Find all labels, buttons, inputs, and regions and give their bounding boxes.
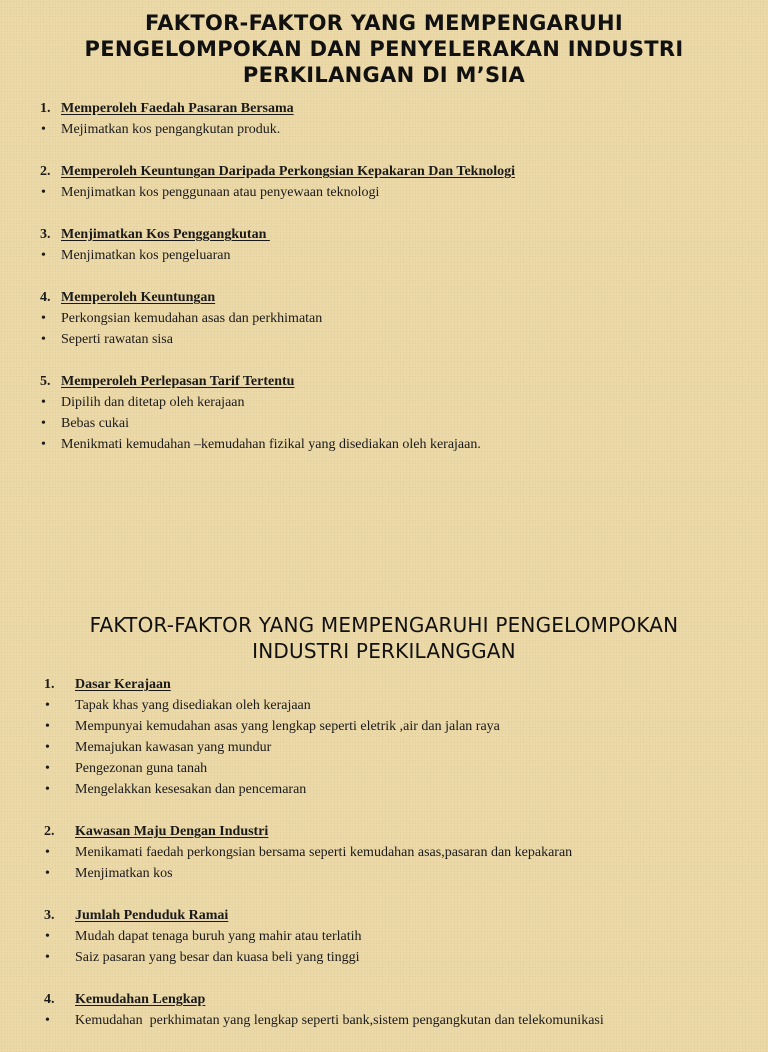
bullet-text: Mengelakkan kesesakan dan pencemaran <box>75 782 307 797</box>
bullet-icon: • <box>45 929 50 944</box>
section-heading: Memperoleh Keuntungan <box>61 290 216 305</box>
list-item <box>44 737 744 758</box>
section-number: 3. <box>40 227 51 242</box>
bullet-text: Saiz pasaran yang besar dan kuasa beli yang tinggi <box>75 950 360 965</box>
list-item <box>40 119 740 140</box>
factor-section-5 <box>40 371 740 455</box>
bullet-icon: • <box>41 332 46 347</box>
bullet-icon: • <box>41 122 46 137</box>
bullet-text: Menjimatkan kos penggunaan atau penyewaan teknologi <box>61 185 380 200</box>
bullet-icon: • <box>41 416 46 431</box>
bullet-text: Memajukan kawasan yang mundur <box>75 740 272 755</box>
bullet-text: Mempunyai kemudahan asas yang lengkap seperti eletrik ,air dan jalan raya <box>75 719 500 734</box>
slide-2 <box>0 600 768 1028</box>
bullet-text: Mejimatkan kos pengangkutan produk. <box>61 122 281 137</box>
bullet-icon: • <box>45 719 50 734</box>
list-item <box>44 926 744 947</box>
factor-section-4 <box>40 287 740 350</box>
factor-section-2 <box>40 161 740 203</box>
list-item <box>40 308 740 329</box>
bullet-text: Menjimatkan kos <box>75 866 173 881</box>
section-heading: Dasar Kerajaan <box>75 677 171 692</box>
section-number: 1. <box>44 677 55 692</box>
bullet-icon: • <box>41 248 46 263</box>
factor-section-3 <box>40 224 740 266</box>
list-item <box>44 842 744 863</box>
section-number: 4. <box>40 290 51 305</box>
factor-section-1 <box>44 674 744 800</box>
bullet-text: Pengezonan guna tanah <box>75 761 208 776</box>
bullet-text: Kemudahan perkhimatan yang lengkap seperti bank,sistem pengangkutan dan telekomunikasi <box>75 1013 604 1028</box>
section-number: 5. <box>40 374 51 389</box>
bullet-icon: • <box>41 311 46 326</box>
list-item <box>44 863 744 884</box>
list-item <box>40 413 740 434</box>
factor-section-4 <box>44 989 744 1031</box>
list-item <box>44 947 744 968</box>
bullet-icon: • <box>45 740 50 755</box>
section-heading: Kawasan Maju Dengan Industri <box>75 824 269 839</box>
bullet-icon: • <box>41 185 46 200</box>
section-number: 2. <box>44 824 55 839</box>
list-item <box>40 434 740 455</box>
factor-section-2 <box>44 821 744 884</box>
list-item <box>44 758 744 779</box>
section-number: 4. <box>44 992 55 1007</box>
bullet-icon: • <box>45 782 50 797</box>
slide-1-list <box>40 98 740 476</box>
bullet-text: Tapak khas yang disediakan oleh kerajaan <box>75 698 311 713</box>
bullet-icon: • <box>45 1013 50 1028</box>
title-line: FAKTOR-FAKTOR YANG MEMPENGARUHI PENGELOMPOKAN <box>89 613 679 637</box>
title-line: INDUSTRI PERKILANGGAN <box>252 639 516 663</box>
list-item <box>40 329 740 350</box>
bullet-icon: • <box>45 698 50 713</box>
bullet-text: Perkongsian kemudahan asas dan perkhimatan <box>61 311 323 326</box>
list-item <box>40 182 740 203</box>
section-heading: Memperoleh Perlepasan Tarif Tertentu <box>61 374 295 389</box>
list-item <box>44 779 744 800</box>
list-item <box>44 695 744 716</box>
slide-2-title <box>0 612 768 664</box>
bullet-icon: • <box>41 395 46 410</box>
bullet-icon: • <box>45 866 50 881</box>
section-heading: Jumlah Penduduk Ramai <box>75 908 229 923</box>
section-number: 3. <box>44 908 55 923</box>
section-heading: Menjimatkan Kos Penggangkutan <box>61 227 270 242</box>
title-line: FAKTOR-FAKTOR YANG MEMPENGARUHI <box>144 11 624 35</box>
list-item <box>40 392 740 413</box>
section-heading: Kemudahan Lengkap <box>75 992 206 1007</box>
bullet-text: Mudah dapat tenaga buruh yang mahir atau terlatih <box>75 929 362 944</box>
slide-1-title <box>0 10 768 88</box>
section-heading: Memperoleh Keuntungan Daripada Perkongsian Kepakaran Dan Teknologi <box>61 164 516 179</box>
bullet-icon: • <box>45 761 50 776</box>
list-item <box>44 716 744 737</box>
title-line: PENGELOMPOKAN DAN PENYELERAKAN INDUSTRI <box>84 37 684 61</box>
slide-2-list <box>44 674 744 1052</box>
bullet-text: Menikamati faedah perkongsian bersama seperti kemudahan asas,pasaran dan kepakaran <box>75 845 573 860</box>
title-line: PERKILANGAN DI M’SIA <box>242 63 526 87</box>
bullet-icon: • <box>45 845 50 860</box>
bullet-text: Seperti rawatan sisa <box>61 332 173 347</box>
bullet-text: Dipilih dan ditetap oleh kerajaan <box>61 395 245 410</box>
bullet-icon: • <box>45 950 50 965</box>
bullet-text: Menjimatkan kos pengeluaran <box>61 248 231 263</box>
section-number: 1. <box>40 101 51 116</box>
bullet-icon: • <box>41 437 46 452</box>
bullet-text: Bebas cukai <box>61 416 130 431</box>
section-number: 2. <box>40 164 51 179</box>
section-heading: Memperoleh Faedah Pasaran Bersama <box>61 101 294 116</box>
list-item <box>44 1010 744 1031</box>
bullet-text: Menikmati kemudahan –kemudahan fizikal yang disediakan oleh kerajaan. <box>61 437 481 452</box>
list-item <box>40 245 740 266</box>
factor-section-3 <box>44 905 744 968</box>
factor-section-1 <box>40 98 740 140</box>
